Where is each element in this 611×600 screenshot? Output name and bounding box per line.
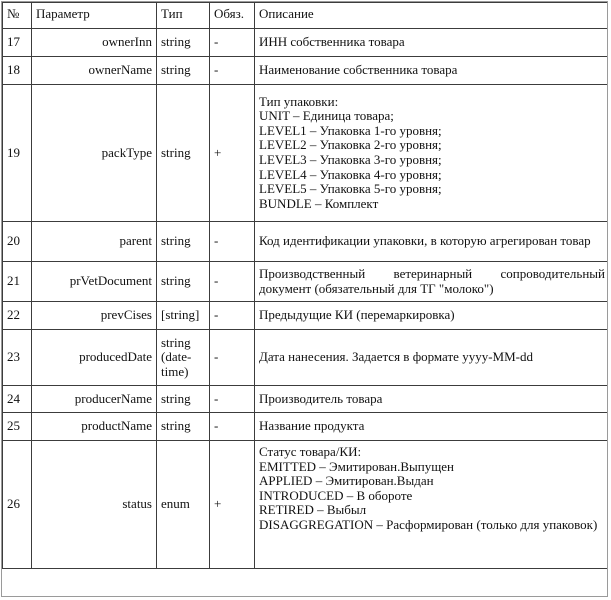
param-description: Статус товара/КИ: EMITTED – Эмитирован.Выпущен APPLIED – Эмитирован.Выдан INTRODUCED – В обороте RETIRED – Выбыл DISAGGREGATION – Расформирован (только для упаковок) bbox=[255, 441, 609, 569]
table-row bbox=[3, 262, 609, 302]
param-required: + bbox=[210, 85, 255, 222]
param-description: Производственный ветеринарный сопроводительный документ (обязательный для ТГ "молоко") bbox=[255, 262, 609, 302]
row-num: 25 bbox=[3, 413, 32, 441]
table-row bbox=[3, 330, 609, 386]
param-required: - bbox=[210, 413, 255, 441]
param-name: prVetDocument bbox=[32, 262, 157, 302]
param-description: Предыдущие КИ (перемаркировка) bbox=[255, 302, 609, 330]
table-row bbox=[3, 85, 609, 222]
document-page bbox=[1, 1, 608, 597]
param-required: - bbox=[210, 386, 255, 413]
row-num: 17 bbox=[3, 29, 32, 57]
table-row bbox=[3, 386, 609, 413]
param-type: string bbox=[157, 57, 210, 85]
row-num: 24 bbox=[3, 386, 32, 413]
param-description: Дата нанесения. Задается в формате yyyy-MM-dd bbox=[255, 330, 609, 386]
param-required: - bbox=[210, 29, 255, 57]
param-type: string bbox=[157, 413, 210, 441]
param-type: string bbox=[157, 222, 210, 262]
param-required: + bbox=[210, 441, 255, 569]
param-required: - bbox=[210, 330, 255, 386]
row-num: 20 bbox=[3, 222, 32, 262]
param-required: - bbox=[210, 57, 255, 85]
table-row bbox=[3, 441, 609, 569]
param-type: string bbox=[157, 85, 210, 222]
table-row bbox=[3, 222, 609, 262]
param-name: parent bbox=[32, 222, 157, 262]
param-description: Код идентификации упаковки, в которую агрегирован товар bbox=[255, 222, 609, 262]
table-row bbox=[3, 57, 609, 85]
param-name: prevCises bbox=[32, 302, 157, 330]
parameters-table bbox=[2, 2, 608, 569]
param-required: - bbox=[210, 302, 255, 330]
row-num: 21 bbox=[3, 262, 32, 302]
header-num: № bbox=[3, 3, 32, 29]
param-type: enum bbox=[157, 441, 210, 569]
header-required: Обяз. bbox=[210, 3, 255, 29]
param-name: packType bbox=[32, 85, 157, 222]
param-description: Тип упаковки: UNIT – Единица товара; LEVEL1 – Упаковка 1-го уровня; LEVEL2 – Упаковка 2-го уровня; LEVEL3 – Упаковка 3-го уровня; LEVEL4 – Упаковка 4-го уровня; LEVEL5 – Упаковка 5-го уровня; BUNDLE – Комплект bbox=[255, 85, 609, 222]
table-row bbox=[3, 29, 609, 57]
row-num: 22 bbox=[3, 302, 32, 330]
row-num: 18 bbox=[3, 57, 32, 85]
header-param: Параметр bbox=[32, 3, 157, 29]
param-description: ИНН собственника товара bbox=[255, 29, 609, 57]
param-description: Наименование собственника товара bbox=[255, 57, 609, 85]
table-header-row bbox=[3, 3, 609, 29]
param-type: [string] bbox=[157, 302, 210, 330]
param-description: Производитель товара bbox=[255, 386, 609, 413]
param-name: producerName bbox=[32, 386, 157, 413]
param-type: string bbox=[157, 262, 210, 302]
row-num: 19 bbox=[3, 85, 32, 222]
param-required: - bbox=[210, 222, 255, 262]
param-description: Название продукта bbox=[255, 413, 609, 441]
param-name: producedDate bbox=[32, 330, 157, 386]
row-num: 26 bbox=[3, 441, 32, 569]
param-required: - bbox=[210, 262, 255, 302]
row-num: 23 bbox=[3, 330, 32, 386]
param-name: ownerInn bbox=[32, 29, 157, 57]
table-row bbox=[3, 413, 609, 441]
table-row bbox=[3, 302, 609, 330]
param-name: ownerName bbox=[32, 57, 157, 85]
header-type: Тип bbox=[157, 3, 210, 29]
param-name: productName bbox=[32, 413, 157, 441]
param-name: status bbox=[32, 441, 157, 569]
param-type: string bbox=[157, 29, 210, 57]
param-type: string bbox=[157, 386, 210, 413]
param-type: string (date- time) bbox=[157, 330, 210, 386]
header-description: Описание bbox=[255, 3, 609, 29]
